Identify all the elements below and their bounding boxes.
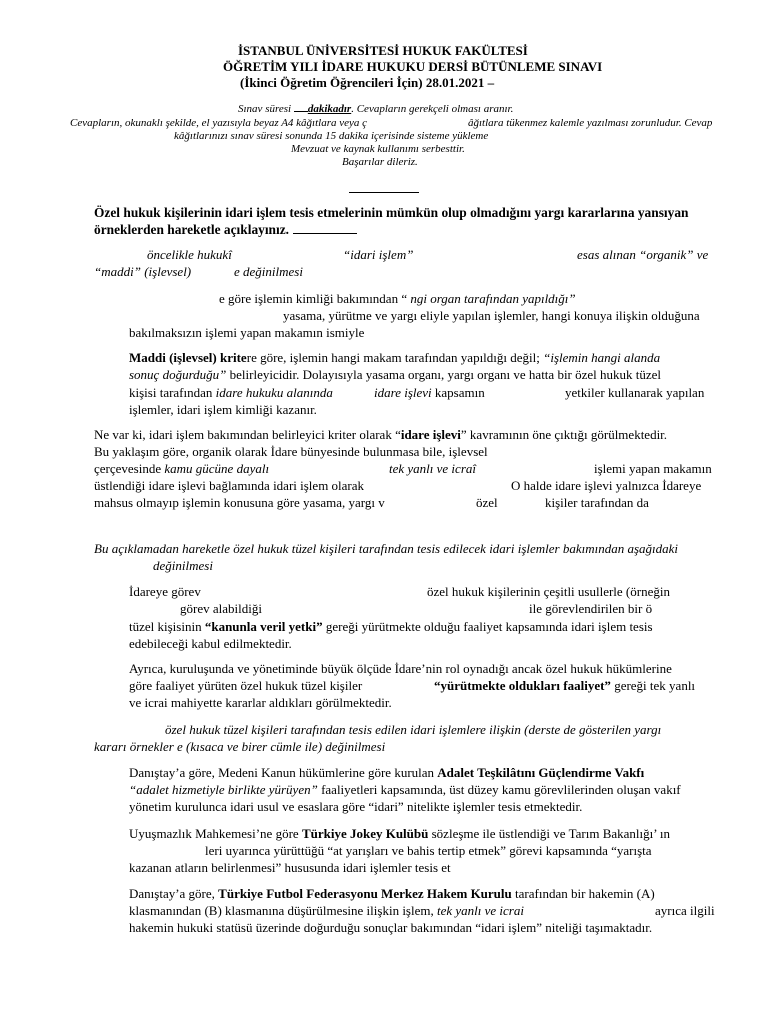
example-tff-b: Türkiye Futbol Federasyonu Merkez Hakem Kurulu: [218, 886, 512, 901]
maddi-line-1: [129, 349, 660, 366]
blank: [293, 221, 357, 234]
example-tff-e: tek yanlı ve icrai: [436, 903, 524, 918]
nevar-line-5-a: mahsus olmayıp işlemin konusuna göre yasama, yargı v: [94, 495, 385, 510]
question-2-line-2: değinilmesi: [153, 558, 213, 573]
example-vakif-line-1: [129, 764, 644, 781]
nevar-line-3-a: çerçevesinde: [94, 461, 165, 476]
maddi-line-2: [129, 366, 661, 383]
maddi-line-3-a: kişisi tarafından: [129, 385, 216, 400]
maddi-line-3-d: kapsamın: [431, 385, 485, 400]
answer-2-p4: edebileceği kabul edilmektedir.: [129, 636, 292, 651]
answer-2-q2-b: “yürütmekte oldukları faaliyet”: [434, 678, 611, 693]
organik-line-1-a: e göre işlemin kimliği bakımından “: [219, 291, 408, 306]
example-vakif-b: Adalet Teşkilâtını Güçlendirme Vakfı: [437, 765, 645, 780]
nevar-line-5-c: kişiler tarafından da: [545, 495, 649, 510]
answer-2-p3-a: tüzel kişisinin: [129, 619, 205, 634]
example-vakif-c: “adalet hizmetiyle birlikte yürüyen”: [129, 782, 318, 797]
answer-1-a1: öncelikle hukukî: [147, 247, 232, 262]
nevar-line-5-b: özel: [476, 495, 498, 510]
question-3-line-1: özel hukuk tüzel kişileri tarafından tesis edilen idari işlemlere ilişkin (derste de gösterilen yargı: [165, 722, 662, 737]
instruction-duration-c: . Cevapların gerekçeli olması aranır.: [351, 103, 514, 115]
nevar-line-2: Bu yaklaşım göre, organik olarak İdare bünyesinde bulunmasa bile, işlevsel: [94, 444, 488, 459]
header-exam-title: ÖĞRETİM YILI İDARE HUKUKU DERSİ BÜTÜNLEME SINAVI: [223, 59, 603, 74]
answer-2-q1: Ayrıca, kuruluşunda ve yönetiminde büyük ölçüde İdare’nin rol oynadığı ancak özel hukuk hükümlerine: [129, 661, 672, 676]
header-university: İSTANBUL ÜNİVERSİTESİ HUKUK FAKÜLTESİ: [238, 43, 528, 58]
maddi-line-3: [129, 384, 333, 401]
instruction-wishes: Başarılar dileriz.: [342, 156, 418, 168]
example-tff-line-2: [129, 902, 524, 919]
maddi-line-3-c: idare işlevi: [374, 385, 432, 400]
example-jokey-line-3: kazanan atların belirlenmesi” hususunda idari işlemler tesis et: [129, 860, 451, 875]
organik-line-3: bakılmaksızın işlemi yapan makamın ismiyle: [129, 325, 365, 340]
instruction-duration: [238, 101, 513, 116]
instruction-duration-a: Sınav süresi: [238, 103, 294, 115]
answer-2-p2-a: görev alabildiği: [180, 601, 262, 616]
answer-2-p1-a: İdareye görev: [129, 584, 201, 599]
answer-1-a3: esas alınan “organik” ve: [577, 247, 709, 262]
nevar-line-4-a: üstlendiği idare işlevi bağlamında idari işlem olarak: [94, 478, 365, 493]
question-1-line-1: Özel hukuk kişilerinin idari işlem tesis etmelerinin mümkün olup olmadığını yargı kararlarına yansıyan: [94, 205, 689, 220]
example-jokey-c: sözleşme ile üstlendiği ve Tarım Bakanlığı’ ın: [428, 826, 670, 841]
nevar-line-3-d: işlemi yapan makamın: [594, 461, 712, 476]
question-3-line-2: kararı örnekler e (kısaca ve birer cümle ile) değinilmesi: [94, 739, 386, 754]
instruction-duration-b: dakikadır: [307, 103, 352, 115]
separator-line: [349, 192, 419, 193]
nevar-line-3: [94, 460, 269, 477]
example-tff-line-2-right: ayrıca ilgili: [655, 903, 715, 918]
question-1-line-2-text: örneklerden hareketle açıklayınız.: [94, 222, 290, 237]
organik-line-1-b: ngi organ tarafından yapıldığı”: [410, 291, 576, 306]
maddi-line-3-b: idare hukuku alanında: [215, 385, 333, 400]
answer-2-p1-b: özel hukuk kişilerinin çeşitli usullerle (örneğin: [427, 584, 670, 599]
organik-line-1: [219, 290, 576, 307]
example-tff-a: Danıştay’a göre,: [129, 886, 219, 901]
answer-2-p2-b: ile görevlendirilen bir ö: [529, 601, 653, 616]
example-vakif-d: faaliyetleri kapsamında, üst düzey kamu görevlilerinden oluşan vakıf: [317, 782, 681, 797]
example-vakif-a: Danıştay’a göre, Medeni Kanun hükümlerine göre kurulan: [129, 765, 438, 780]
example-jokey-b: Türkiye Jokey Kulübü: [301, 826, 429, 841]
example-tff-d: klasmanından (B) klasmanına düşürülmesine ilişkin işlem,: [129, 903, 437, 918]
maddi-text: e göre, işlemin hangi makam tarafından yapıldığı değil;: [251, 350, 544, 365]
maddi-line-3-right: [374, 384, 485, 401]
answer-2-q3: ve icrai mahiyette kararlar aldıkları görülmektedir.: [129, 695, 392, 710]
nevar-line-3-c: tek yanlı ve icraî: [389, 461, 476, 476]
nevar-line-4-b: O halde idare işlevi yalnızca İdareye: [511, 478, 702, 493]
example-tff-c: tarafından bir hakemin (A): [511, 886, 655, 901]
maddi-line-3-e: yetkiler kullanarak yapılan: [565, 385, 705, 400]
answer-1-a4: “maddi” (işlevsel): [94, 264, 192, 279]
instruction-sources: Mevzuat ve kaynak kullanımı serbesttir.: [291, 143, 465, 155]
nevar-line-3-b: kamu gücüne dayalı: [164, 461, 270, 476]
nevar-line-1-b: idare işlevi: [400, 427, 461, 442]
answer-2-q2-c: gereği tek yanlı: [610, 678, 696, 693]
answer-2-p3-c: gereği yürütmekte olduğu faaliyet kapsamında idari işlem tesis: [322, 619, 653, 634]
answer-2-p3: [129, 618, 653, 635]
instruction-upload: kâğıtlarınızı sınav süresi sonunda 15 dakika içerisinde sisteme yükleme: [174, 130, 489, 142]
maddi-line-2-italic: sonuç doğurduğu”: [129, 367, 227, 382]
example-tff-line-3: hakemin hukuki statüsü üzerinde doğurduğu sonuçlar bakımından “idari işlem” niteliği taşımaktadır.: [129, 920, 653, 935]
answer-2-q2-bc: [434, 677, 695, 694]
maddi-line-4: işlemler, idari işlem kimliği kazanır.: [129, 402, 317, 417]
example-vakif-line-3: yönetim kurulunca idari usul ve esaslara göre “idari” nitelikte işlemler tesis etmektedir.: [129, 799, 583, 814]
answer-1-a5: e değinilmesi: [234, 264, 303, 279]
maddi-r: r: [246, 350, 252, 365]
answer-1-a2: “idari işlem”: [343, 247, 414, 262]
example-jokey-line-2: leri uyarınca yürüttüğü “at yarışları ve bahis tertip etmek” görevi kapsamında “yarışta: [205, 843, 652, 858]
question-1-line-2: [94, 221, 357, 238]
instruction-format-b: âğıtlara tükenmez kalemle yazılması zorunludur. Cevap: [468, 117, 713, 129]
organik-line-2: yasama, yürütme ve yargı eliyle yapılan işlemler, hangi konuya ilişkin olduğuna: [283, 308, 700, 323]
maddi-line-2-text: belirleyicidir. Dolayısıyla yasama organı, yargı organı ve hatta bir özel hukuk tüzel: [226, 367, 662, 382]
header-exam-date: (İkinci Öğretim Öğrencileri İçin) 28.01.2021 –: [240, 75, 495, 90]
example-tff-line-1: [129, 885, 655, 902]
nevar-line-1: [94, 426, 667, 443]
question-2-line-1: Bu açıklamadan hareketle özel hukuk tüzel kişileri tarafından tesis edilecek idari işlemler bakımından aşağıdaki: [94, 541, 679, 556]
example-jokey-a: Uyuşmazlık Mahkemesi’ne göre: [129, 826, 302, 841]
instruction-format-a: Cevapların, okunaklı şekilde, el yazısıyla beyaz A4 kâğıtlara veya ç: [70, 117, 368, 129]
maddi-italic: “işlemin hangi alanda: [543, 350, 661, 365]
nevar-line-1-c: ” kavramının öne çıktığı görülmektedir.: [460, 427, 668, 442]
example-vakif-line-2: [129, 781, 681, 798]
maddi-bold: Maddi (işlevsel) krite: [129, 350, 247, 365]
answer-2-q2-a: göre faaliyet yürüten özel hukuk tüzel kişiler: [129, 678, 363, 693]
nevar-line-1-a: Ne var ki, idari işlem bakımından belirleyici kriter olarak “: [94, 427, 401, 442]
answer-2-p3-b: “kanunla veril yetki”: [204, 619, 323, 634]
blank: [294, 101, 308, 112]
example-jokey-line-1: [129, 825, 670, 842]
